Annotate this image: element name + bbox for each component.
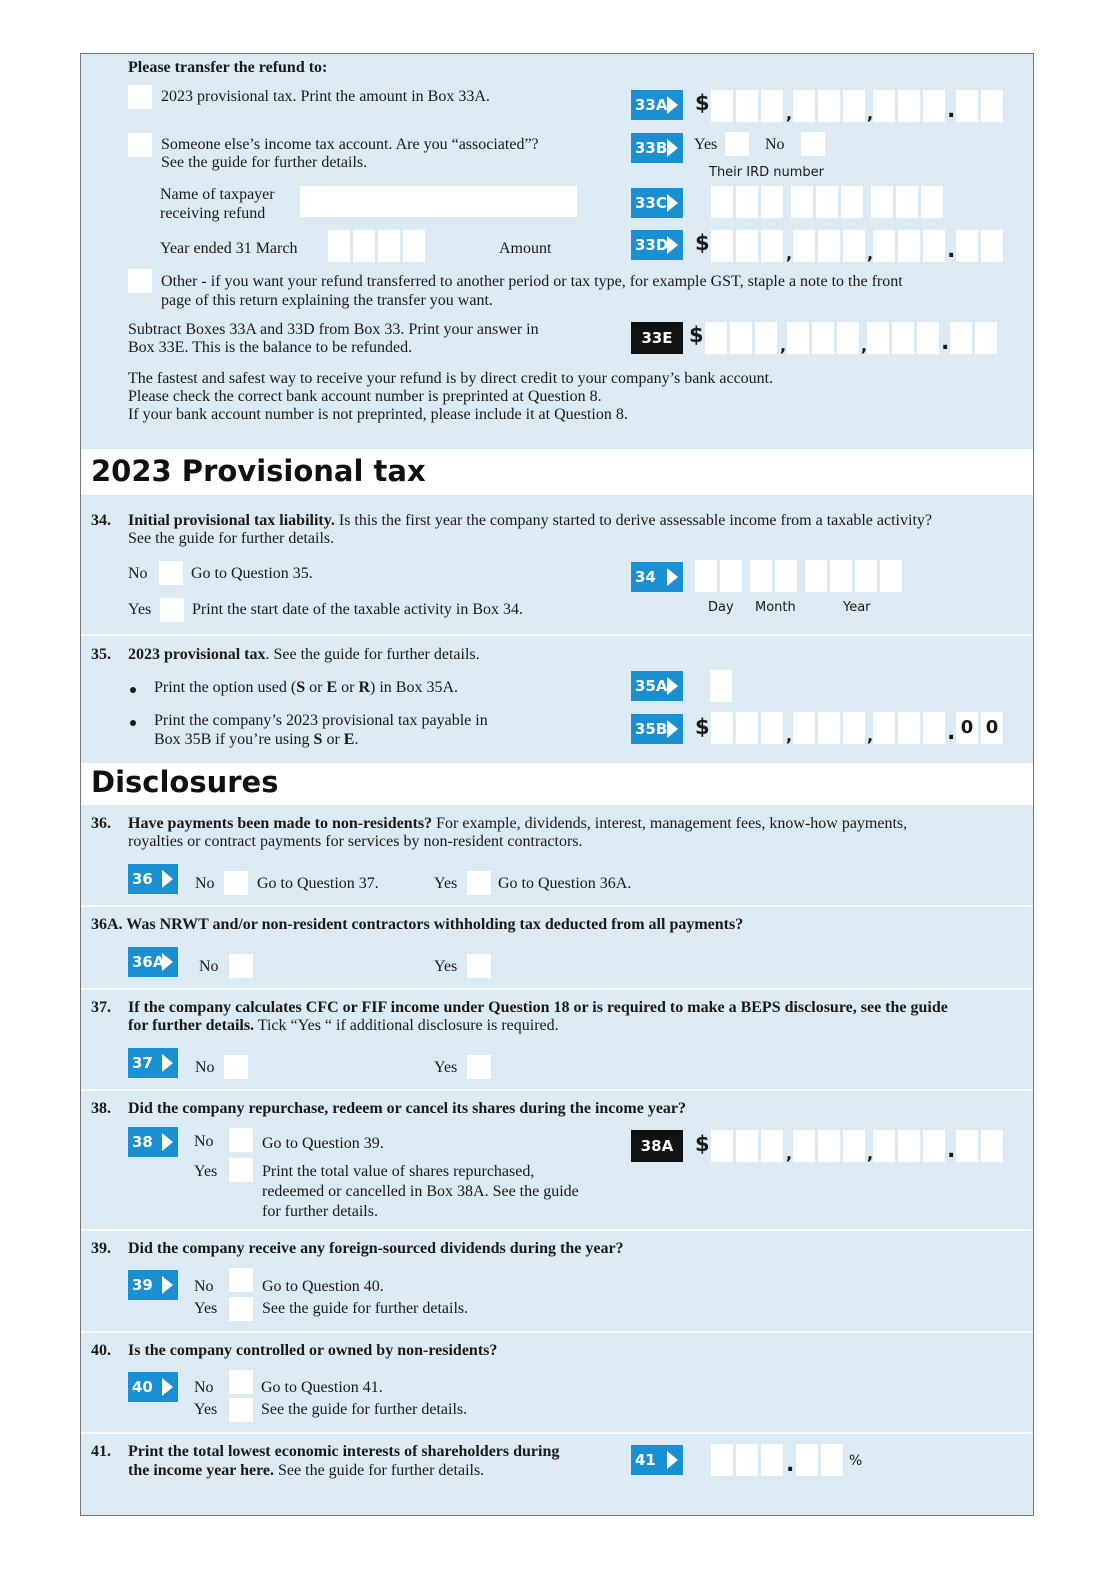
date-year-cell[interactable] — [855, 560, 877, 592]
q34-no-text: Go to Question 35. — [191, 565, 313, 582]
comma-separator: , — [867, 726, 874, 745]
q36-yes-label: Yes — [434, 875, 458, 892]
q40-text: Is the company controlled or owned by non-residents? — [128, 1342, 498, 1359]
box-37-tag: 37 — [128, 1048, 178, 1078]
q35-bullet-2-line2: Box 35B if you’re using S or E. — [154, 731, 359, 748]
name-taxpayer-label-2: receiving refund — [160, 205, 266, 222]
ird-cell[interactable] — [921, 186, 943, 218]
checkbox-q40-no[interactable] — [229, 1370, 253, 1394]
ird-cell[interactable] — [736, 186, 758, 218]
option-someone-else-guide: See the guide for further details. — [161, 154, 368, 171]
amount-cell[interactable] — [818, 1130, 840, 1162]
amount-cell[interactable] — [736, 712, 758, 744]
checkbox-q38-no[interactable] — [229, 1128, 253, 1152]
cents-cell[interactable] — [975, 322, 997, 354]
q36a-no-label: No — [199, 958, 219, 975]
date-day-cell[interactable] — [695, 560, 717, 592]
section-provisional-header — [81, 449, 1033, 495]
amount-cell[interactable] — [867, 322, 889, 354]
ird-cell[interactable] — [711, 186, 733, 218]
year-cell[interactable] — [403, 230, 425, 262]
q38-yes-text-3: for further details. — [262, 1203, 378, 1220]
option-letter-cell[interactable] — [710, 670, 732, 702]
amount-cell[interactable] — [736, 90, 758, 122]
ird-cell[interactable] — [896, 186, 918, 218]
box-35b-tag: 35B — [631, 714, 683, 744]
q38-yes-text: Print the total value of shares repurchased, — [262, 1163, 535, 1180]
amount-cell[interactable] — [898, 1130, 920, 1162]
q41-text: Print the total lowest economic interests of shareholders during — [128, 1443, 560, 1460]
checkbox-associated-no[interactable] — [801, 132, 825, 156]
amount-cell[interactable] — [843, 230, 865, 262]
box-41-tag: 41 — [631, 1445, 683, 1475]
q36-no-label: No — [195, 875, 215, 892]
q35-number: 35. — [91, 646, 111, 663]
amount-cell[interactable] — [917, 322, 939, 354]
ird-cell[interactable] — [871, 186, 893, 218]
amount-cell[interactable] — [837, 322, 859, 354]
amount-cell[interactable] — [818, 712, 840, 744]
q34-no-label: No — [128, 565, 148, 582]
checkbox-q38-yes[interactable] — [229, 1158, 253, 1182]
q39-yes-text: See the guide for further details. — [262, 1300, 469, 1317]
decimal-point: . — [947, 720, 956, 745]
amount-cell[interactable] — [711, 230, 733, 262]
cents-cell[interactable] — [981, 230, 1003, 262]
checkbox-q37-no[interactable] — [224, 1055, 248, 1079]
comma-separator: , — [786, 244, 793, 263]
q40-no-text: Go to Question 41. — [261, 1379, 383, 1396]
amount-cell[interactable] — [793, 712, 815, 744]
box-38-tag: 38 — [128, 1127, 178, 1157]
checkbox-q40-yes[interactable] — [229, 1398, 253, 1422]
cents-cell[interactable] — [956, 1130, 978, 1162]
q38-yes-label: Yes — [194, 1163, 218, 1180]
q36a-text: 36A. Was NRWT and/or non-resident contractors withholding tax deducted from all payments? — [91, 916, 744, 933]
option-provisional-label: 2023 provisional tax. Print the amount in Box 33A. — [161, 88, 490, 105]
dollar-sign: $ — [695, 715, 710, 739]
taxpayer-name-input[interactable] — [300, 186, 577, 217]
decimal-point: . — [947, 1138, 956, 1163]
subtract-instruction: Subtract Boxes 33A and 33D from Box 33. Print your answer in — [128, 321, 539, 338]
amount-cell[interactable] — [793, 230, 815, 262]
box-33a-tag: 33A — [631, 90, 683, 120]
checkbox-associated-yes[interactable] — [725, 132, 749, 156]
date-year-cell[interactable] — [880, 560, 902, 592]
direct-credit-note-3: If your bank account number is not preprinted, please include it at Question 8. — [128, 406, 628, 423]
section-title: Disclosures — [91, 765, 279, 799]
q36-yes-text: Go to Question 36A. — [498, 875, 632, 892]
q39-number: 39. — [91, 1240, 111, 1257]
amount-cell[interactable] — [898, 712, 920, 744]
q39-yes-label: Yes — [194, 1300, 218, 1317]
amount-cell[interactable] — [818, 90, 840, 122]
amount-cell[interactable] — [761, 712, 783, 744]
q35-text: 2023 provisional tax. See the guide for further details. — [128, 646, 480, 663]
checkbox-q34-yes[interactable] — [160, 598, 184, 622]
amount-cell[interactable] — [711, 90, 733, 122]
q34-number: 34. — [91, 512, 111, 529]
arrow-right-icon — [667, 677, 678, 695]
q37-number: 37. — [91, 999, 111, 1016]
q34-text: Initial provisional tax liability. Is this the first year the company started to derive assessable income from a taxable activity? — [128, 512, 932, 529]
cents-zero: 0 — [981, 712, 1003, 744]
q34-yes-label: Yes — [128, 601, 152, 618]
decimal-point: . — [941, 330, 950, 355]
box-33e-tag: 33E — [631, 322, 683, 354]
amount-cell[interactable] — [787, 322, 809, 354]
box-33d-tag: 33D — [631, 230, 683, 260]
divider — [81, 634, 1033, 636]
amount-cell[interactable] — [793, 90, 815, 122]
arrow-right-icon — [667, 1451, 678, 1469]
box-36-tag: 36 — [128, 864, 178, 894]
q34-yes-text: Print the start date of the taxable activity in Box 34. — [192, 601, 524, 618]
dollar-sign: $ — [695, 231, 710, 255]
box-35a-tag: 35A — [631, 671, 683, 701]
comma-separator: , — [867, 1144, 874, 1163]
name-taxpayer-label: Name of taxpayer — [160, 186, 275, 203]
q38-no-text: Go to Question 39. — [262, 1135, 384, 1152]
divider — [81, 905, 1033, 907]
q39-no-text: Go to Question 40. — [262, 1278, 384, 1295]
amount-cell[interactable] — [761, 230, 783, 262]
their-ird-label: Their IRD number — [709, 165, 825, 180]
comma-separator: , — [867, 244, 874, 263]
amount-cell[interactable] — [818, 230, 840, 262]
checkbox-someone-else[interactable] — [128, 133, 152, 157]
associated-yes-label: Yes — [694, 136, 718, 153]
q40-yes-text: See the guide for further details. — [261, 1401, 468, 1418]
month-label: Month — [755, 600, 796, 615]
year-cell[interactable] — [353, 230, 375, 262]
arrow-right-icon — [667, 720, 678, 738]
date-year-cell[interactable] — [805, 560, 827, 592]
day-label: Day — [708, 600, 734, 615]
associated-no-label: No — [765, 136, 785, 153]
arrow-right-icon — [667, 96, 678, 114]
dollar-sign: $ — [695, 91, 710, 115]
date-month-cell[interactable] — [750, 560, 772, 592]
arrow-right-icon — [667, 236, 678, 254]
q39-text: Did the company receive any foreign-sourced dividends during the year? — [128, 1240, 624, 1257]
box-33b-tag: 33B — [631, 133, 683, 163]
q41-text-2: the income year here. See the guide for further details. — [128, 1462, 485, 1479]
ird-cell[interactable] — [761, 186, 783, 218]
date-day-cell[interactable] — [720, 560, 742, 592]
percent-sign: % — [849, 1453, 863, 1469]
q41-number: 41. — [91, 1443, 111, 1460]
amount-cell[interactable] — [793, 1130, 815, 1162]
q37-no-label: No — [195, 1059, 215, 1076]
percent-cell[interactable] — [736, 1444, 758, 1476]
comma-separator: , — [867, 104, 874, 123]
amount-cell[interactable] — [736, 1130, 758, 1162]
cents-zero: 0 — [956, 712, 978, 744]
percent-cell[interactable] — [796, 1444, 818, 1476]
ird-cell[interactable] — [816, 186, 838, 218]
amount-label: Amount — [499, 240, 552, 257]
arrow-right-icon — [667, 194, 678, 212]
cents-cell[interactable] — [981, 1130, 1003, 1162]
amount-cell[interactable] — [761, 90, 783, 122]
amount-cell[interactable] — [873, 712, 895, 744]
comma-separator: , — [786, 726, 793, 745]
box-33c-tag: 33C — [631, 188, 683, 218]
q36-number: 36. — [91, 815, 111, 832]
cents-cell[interactable] — [956, 90, 978, 122]
q37-yes-label: Yes — [434, 1059, 458, 1076]
amount-cell[interactable] — [755, 322, 777, 354]
date-year-cell[interactable] — [830, 560, 852, 592]
arrow-right-icon — [667, 139, 678, 157]
decimal-point: . — [947, 98, 956, 123]
arrow-right-icon — [162, 1054, 173, 1072]
amount-cell[interactable] — [892, 322, 914, 354]
arrow-right-icon — [162, 870, 173, 888]
percent-cell[interactable] — [821, 1444, 843, 1476]
checkbox-q36-no[interactable] — [224, 871, 248, 895]
comma-separator: , — [861, 336, 868, 355]
amount-cell[interactable] — [923, 230, 945, 262]
checkbox-q39-no[interactable] — [229, 1268, 253, 1292]
amount-cell[interactable] — [843, 712, 865, 744]
q40-number: 40. — [91, 1342, 111, 1359]
year-cell[interactable] — [378, 230, 400, 262]
amount-cell[interactable] — [898, 90, 920, 122]
checkbox-q36a-yes[interactable] — [467, 954, 491, 978]
arrow-right-icon — [667, 568, 678, 586]
year-label: Year — [843, 600, 871, 615]
amount-cell[interactable] — [923, 90, 945, 122]
q36a-yes-label: Yes — [434, 958, 458, 975]
amount-cell[interactable] — [873, 1130, 895, 1162]
cents-cell[interactable] — [956, 230, 978, 262]
amount-cell[interactable] — [843, 90, 865, 122]
q40-yes-label: Yes — [194, 1401, 218, 1418]
q37-text-2: for further details. Tick “Yes “ if additional disclosure is required. — [128, 1017, 559, 1034]
q38-number: 38. — [91, 1100, 111, 1117]
checkbox-q39-yes[interactable] — [229, 1297, 253, 1321]
amount-cell[interactable] — [711, 1130, 733, 1162]
cents-cell[interactable] — [950, 322, 972, 354]
dollar-sign: $ — [689, 323, 704, 347]
option-other-label: Other - if you want your refund transferred to another period or tax type, for example GST, staple a note to the front — [161, 273, 903, 290]
amount-cell[interactable] — [711, 712, 733, 744]
q38-yes-text-2: redeemed or cancelled in Box 38A. See the guide — [262, 1183, 579, 1200]
divider — [81, 1432, 1033, 1434]
cents-cell[interactable] — [981, 90, 1003, 122]
checkbox-q36a-no[interactable] — [229, 954, 253, 978]
bullet — [130, 687, 136, 693]
amount-cell[interactable] — [898, 230, 920, 262]
amount-cell[interactable] — [730, 322, 752, 354]
divider — [81, 1331, 1033, 1333]
refund-heading: Please transfer the refund to: — [128, 59, 328, 76]
amount-cell[interactable] — [923, 1130, 945, 1162]
amount-cell[interactable] — [873, 90, 895, 122]
arrow-right-icon — [162, 953, 173, 971]
arrow-right-icon — [162, 1133, 173, 1151]
arrow-right-icon — [162, 1378, 173, 1396]
section-title: 2023 Provisional tax — [91, 454, 426, 488]
q35-bullet-2: Print the company’s 2023 provisional tax payable in — [154, 712, 488, 729]
decimal-point: . — [947, 238, 956, 263]
box-38a-tag: 38A — [631, 1130, 683, 1162]
direct-credit-note: The fastest and safest way to receive your refund is by direct credit to your company’s bank account. — [128, 370, 774, 387]
year-ended-label: Year ended 31 March — [160, 240, 298, 257]
q36-text: Have payments been made to non-residents? For example, dividends, interest, management fees, know-how payments, — [128, 815, 908, 832]
ird-cell[interactable] — [791, 186, 813, 218]
subtract-instruction-2: Box 33E. This is the balance to be refunded. — [128, 339, 413, 356]
q34-guide: See the guide for further details. — [128, 530, 335, 547]
amount-cell[interactable] — [705, 322, 727, 354]
amount-cell[interactable] — [843, 1130, 865, 1162]
option-someone-else-label: Someone else’s income tax account. Are you “associated”? — [161, 136, 539, 153]
amount-cell[interactable] — [736, 230, 758, 262]
checkbox-q37-yes[interactable] — [467, 1055, 491, 1079]
amount-cell[interactable] — [761, 1130, 783, 1162]
date-month-cell[interactable] — [775, 560, 797, 592]
section-disclosures-header — [81, 763, 1033, 805]
q38-no-label: No — [194, 1133, 214, 1150]
year-cell[interactable] — [328, 230, 350, 262]
q35-bullet-1: Print the option used (S or E or R) in Box 35A. — [154, 679, 459, 696]
decimal-point: . — [786, 1452, 795, 1477]
checkbox-q36-yes[interactable] — [467, 871, 491, 895]
amount-cell[interactable] — [812, 322, 834, 354]
arrow-right-icon — [162, 1276, 173, 1294]
box-36a-tag: 36A — [128, 947, 178, 977]
checkbox-other[interactable] — [128, 269, 152, 293]
option-other-label-2: page of this return explaining the transfer you want. — [161, 292, 493, 309]
percent-cell[interactable] — [761, 1444, 783, 1476]
percent-cell[interactable] — [711, 1444, 733, 1476]
comma-separator: , — [780, 336, 787, 355]
q38-text: Did the company repurchase, redeem or cancel its shares during the income year? — [128, 1100, 687, 1117]
comma-separator: , — [786, 1144, 793, 1163]
q39-no-label: No — [194, 1278, 214, 1295]
box-39-tag: 39 — [128, 1270, 178, 1300]
q36-no-text: Go to Question 37. — [257, 875, 379, 892]
q40-no-label: No — [194, 1379, 214, 1396]
checkbox-q34-no[interactable] — [159, 561, 183, 585]
tax-form-page — [80, 53, 1034, 1516]
divider — [81, 988, 1033, 990]
q37-text: If the company calculates CFC or FIF income under Question 18 or is required to make a BEPS disclosure, see the guide — [128, 999, 948, 1016]
bullet — [130, 720, 136, 726]
direct-credit-note-2: Please check the correct bank account number is preprinted at Question 8. — [128, 388, 602, 405]
box-34-tag: 34 — [631, 562, 683, 592]
amount-cell[interactable] — [923, 712, 945, 744]
checkbox-provisional[interactable] — [128, 85, 152, 109]
ird-cell[interactable] — [841, 186, 863, 218]
divider — [81, 1229, 1033, 1231]
comma-separator: , — [786, 104, 793, 123]
dollar-sign: $ — [695, 1132, 710, 1156]
divider — [81, 1089, 1033, 1091]
amount-cell[interactable] — [873, 230, 895, 262]
q36-text-2: royalties or contract payments for services by non-resident contractors. — [128, 833, 583, 850]
box-40-tag: 40 — [128, 1372, 178, 1402]
